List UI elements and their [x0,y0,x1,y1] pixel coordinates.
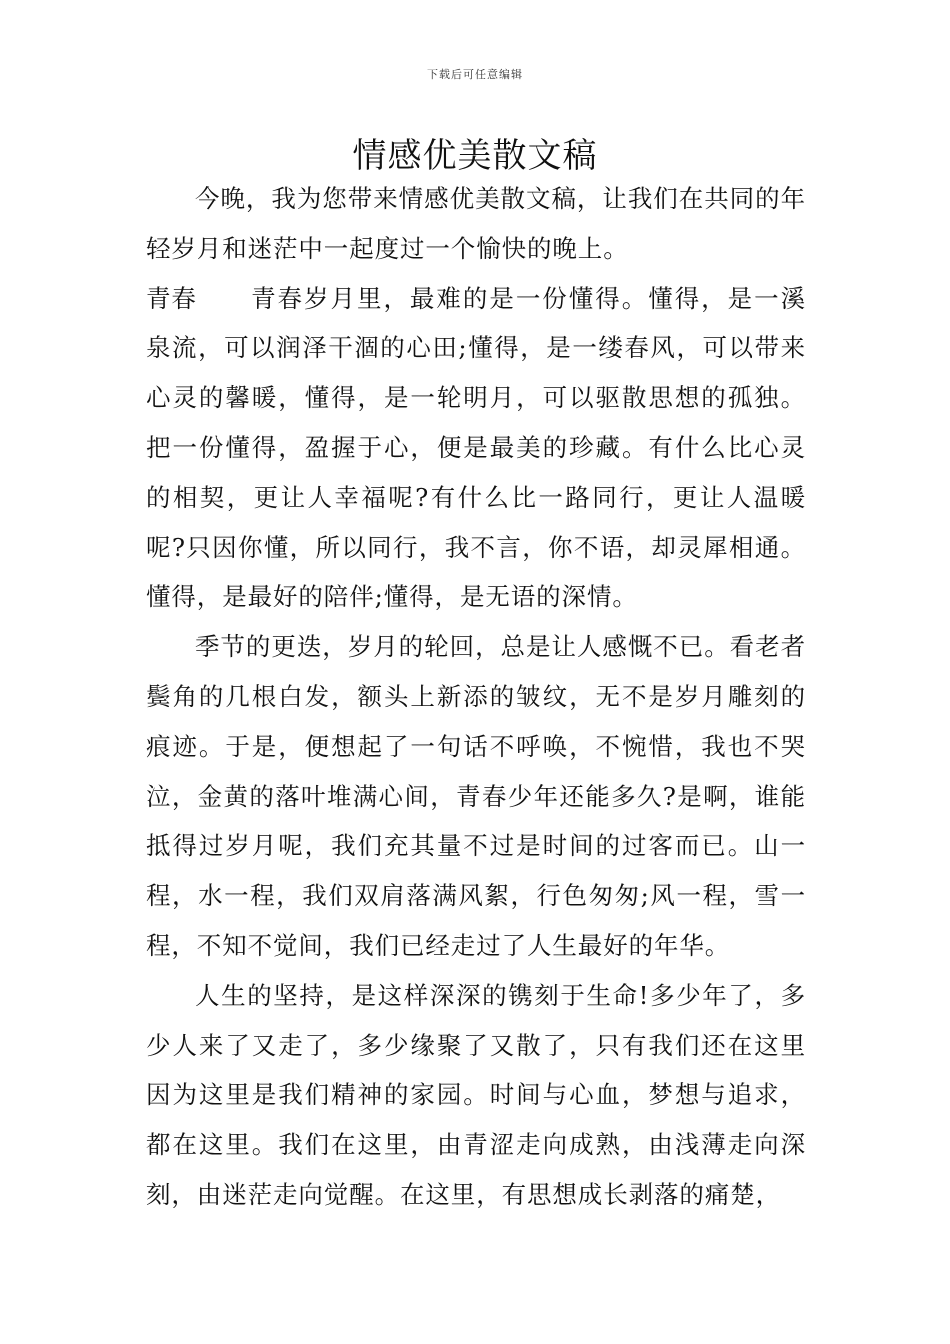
document-title: 情感优美散文稿 [352,136,598,176]
intro-paragraph: 今晚，我为您带来情感优美散文稿，让我们在共同的年轻岁月和迷茫中一起度过一个愉快的晚上。 [146,184,806,263]
paragraph-text: 青春岁月里，最难的是一份懂得。懂得，是一溪泉流，可以润泽干涸的心田;懂得，是一缕春风，可以带来心灵的馨暖，懂得，是一轮明月，可以驱散思想的孤独。把一份懂得，盈握于心，便是最美的珍藏。有什么比心灵的相契，更让人幸福呢?有什么比一路同行，更让人温暖呢?只因你懂，所以同行，我不言，你不语，却灵犀相通。懂得，是最好的陪伴;懂得，是无语的深情。 [146,283,806,612]
section-label: 青春 [146,283,197,313]
section-paragraph-youth [146,274,806,623]
header-note: 下载后可任意编辑 [427,68,523,81]
document-body [146,174,806,1220]
paragraph-persistence: 人生的坚持，是这样深深的镌刻于生命!多少年了，多少人来了又走了，多少缘聚了又散了，只有我们还在这里因为这里是我们精神的家园。时间与心血，梦想与追求，都在这里。我们在这里，由青涩走向成熟，由浅薄走向深刻，由迷茫走向觉醒。在这里，有思想成长剥落的痛楚， [146,980,806,1209]
paragraph-seasons: 季节的更迭，岁月的轮回，总是让人感慨不已。看老者鬓角的几根白发，额头上新添的皱纹，无不是岁月雕刻的痕迹。于是，便想起了一句话不呼唤，不惋惜，我也不哭泣，金黄的落叶堆满心间，青春少年还能多久?是啊，谁能抵得过岁月呢，我们充其量不过是时间的过客而已。山一程，水一程，我们双肩落满风絮，行色匆匆;风一程，雪一程，不知不觉间，我们已经走过了人生最好的年华。 [146,632,806,960]
